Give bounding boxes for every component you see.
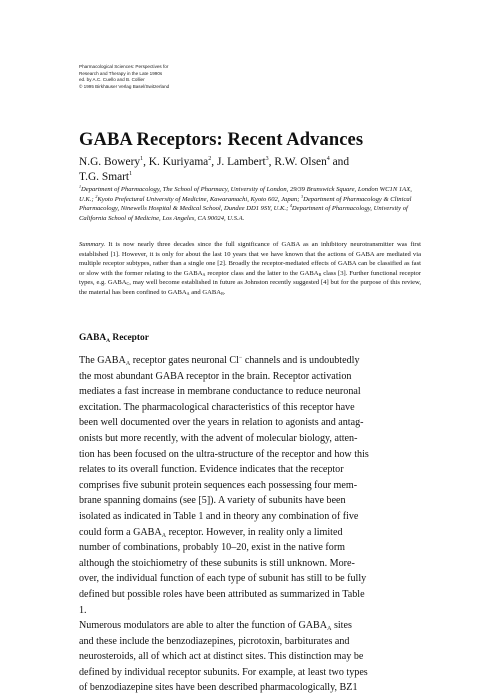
body-text-segment: excitation. The pharmacological characteristics of this receptor have bbox=[79, 401, 355, 413]
body-line bbox=[79, 525, 420, 541]
body-text-segment: sites bbox=[331, 620, 352, 632]
body-line bbox=[79, 493, 420, 509]
subscript: A bbox=[125, 361, 131, 367]
body-text-segment: mediates a fast increase in membrane conductance to reduce neuronal bbox=[79, 386, 361, 398]
body-text-segment: defined by individual receptor subunits. For example, at least two types bbox=[79, 666, 368, 678]
author-affiliation-mark: 1 bbox=[129, 170, 133, 177]
article-title: GABA Receptors: Recent Advances bbox=[79, 130, 364, 150]
body-line bbox=[79, 665, 420, 681]
body-text-segment: channels and is undoubtedly bbox=[242, 355, 360, 366]
affiliation-text: Kyoto Prefectural University of Medicine, Kawaramachi, Kyoto 602, Japan; bbox=[97, 195, 302, 203]
body-text-segment: of benzodiazepine sites have been described pharmacologically, BZ1 bbox=[79, 682, 358, 694]
body-line bbox=[79, 447, 420, 463]
body-line bbox=[79, 571, 420, 587]
subscript: A bbox=[202, 271, 206, 277]
summary-text: class [3]. Further functional receptor types, e.g. GABA bbox=[79, 269, 421, 287]
body-line bbox=[79, 556, 420, 572]
body-line bbox=[79, 353, 420, 369]
subscript: A bbox=[327, 626, 332, 633]
body-line bbox=[79, 618, 420, 634]
summary-label: Summary. bbox=[79, 241, 106, 248]
body-text-segment: relates to its overall function. Evidence indicates that the receptor bbox=[79, 464, 344, 476]
affiliation-mark: 2 bbox=[95, 193, 98, 199]
affiliation-text: Department of Pharmacology, The School of Pharmacy, University of London, 29/39 Brunswick Square, London WC1N 1AX, U.K.; bbox=[79, 186, 412, 203]
body-line bbox=[79, 680, 420, 696]
body-text-segment: Numerous modulators are able to alter the function of GABA bbox=[79, 620, 328, 632]
body-line bbox=[79, 400, 420, 416]
body-line bbox=[79, 369, 420, 385]
author-name: T.G. Smart bbox=[79, 170, 130, 183]
body-line bbox=[79, 603, 420, 619]
body-line bbox=[79, 540, 420, 556]
summary-text: receptor class and the latter to the GABA bbox=[205, 269, 319, 277]
body-text-segment: comprises five subunit protein sequences each possessing four mem- bbox=[79, 479, 358, 491]
affiliation-mark: 4 bbox=[289, 203, 292, 209]
body-text-segment: The GABA bbox=[79, 355, 126, 366]
body-line bbox=[79, 462, 420, 478]
body-text bbox=[79, 353, 420, 696]
author-list bbox=[79, 155, 419, 184]
subscript: A bbox=[186, 290, 190, 296]
author-name: K. Kuriyama bbox=[148, 156, 209, 168]
affiliation-mark: 1 bbox=[79, 184, 81, 189]
series-line: © 1995 Birkhäuser Verlag Basel/Switzerland bbox=[79, 83, 170, 89]
body-line bbox=[79, 478, 420, 494]
body-text-segment: brane spanning domains (see [5]). A variety of subunits have been bbox=[79, 495, 346, 507]
subscript: B bbox=[318, 271, 322, 277]
series-line: ed. by A.C. Cuello and B. Collier bbox=[79, 77, 145, 83]
author-separator: and bbox=[329, 156, 350, 168]
author-affiliation-mark: 2 bbox=[208, 156, 212, 162]
body-text-segment: number of combinations, probably 10–20, exist in the native form bbox=[79, 542, 346, 554]
subscript: C bbox=[126, 281, 130, 287]
author-name: R.W. Olsen bbox=[274, 156, 327, 168]
series-info bbox=[79, 64, 279, 90]
body-text-segment: receptor. However, in reality only a limited bbox=[166, 526, 343, 538]
author-name: J. Lambert bbox=[216, 156, 266, 168]
body-text-segment: could form a GABA bbox=[79, 526, 162, 538]
body-text-segment: although the stoichiometry of these subunits is still unknown. More- bbox=[79, 557, 355, 569]
body-text-segment: onists but more recently, with the advent of molecular biology, atten- bbox=[79, 432, 358, 444]
body-text-segment: and these include the benzodiazepines, picrotoxin, barbiturates and bbox=[79, 635, 350, 647]
body-line bbox=[79, 384, 420, 400]
body-text-segment: neurosteroids, all of which act at distinct sites. This distinction may be bbox=[79, 651, 364, 663]
author-affiliation-mark: 1 bbox=[140, 156, 144, 162]
author-affiliation-mark: 3 bbox=[265, 156, 269, 162]
body-text-segment: defined but possible roles have been attributed as summarized in Table bbox=[79, 588, 365, 600]
body-line bbox=[79, 509, 420, 525]
affiliation-text: Department of Pharmacology & Clinical Pharmacology, Ninewells Hospital & Medical School, Dundee DD1 9SY, U.K.; bbox=[79, 195, 412, 213]
affiliation-text: Department of Pharmacology, University of California School of Medicine, Los Angeles, CA 90024, U.S.A. bbox=[79, 205, 408, 222]
superscript: − bbox=[238, 355, 243, 361]
summary-text: , may well become established in future as Johnston recently suggested [4] but for the purpose of this review, the material has been confined to GABA bbox=[79, 279, 421, 296]
subscript: A bbox=[161, 532, 167, 539]
author-separator: , bbox=[268, 156, 275, 168]
section-heading-text: GABA bbox=[79, 333, 107, 343]
body-text-segment: receptor gates neuronal Cl bbox=[130, 355, 239, 366]
summary-text: It is now nearly three decades since the full significance of GABA as an inhibitory neurotransmitter was first established [1]. However, it is only for about the last 10 years that we have known that the actions of GABA are mediated via multiple receptor subtypes, rather than a single one [2]. Broadly the receptor-mediated effects of GABA can be classified as fast or slow with the former relating to the GABA bbox=[79, 241, 421, 277]
author-name: N.G. Bowery bbox=[79, 156, 141, 168]
author-affiliation-mark: 4 bbox=[326, 156, 330, 162]
section-heading-text: Receptor bbox=[110, 333, 149, 343]
author-separator: , bbox=[211, 156, 217, 168]
subscript: A bbox=[106, 338, 111, 344]
body-text-segment: isolated as indicated in Table 1 and in theory any combination of five bbox=[79, 510, 359, 522]
body-line bbox=[79, 415, 420, 431]
series-line: Research and Therapy in the Late 1990s bbox=[79, 70, 163, 76]
summary-text: . bbox=[223, 288, 226, 296]
section-heading bbox=[79, 332, 149, 344]
body-line bbox=[79, 587, 420, 603]
author-separator: , bbox=[143, 156, 149, 168]
subscript: B bbox=[221, 290, 224, 296]
body-line bbox=[79, 431, 420, 447]
affiliations bbox=[79, 185, 419, 223]
summary-paragraph bbox=[79, 240, 421, 298]
body-text-segment: been well documented over the years in relation to agonists and antag- bbox=[79, 417, 364, 429]
body-text-segment: over, the individual function of each type of subunit has still to be fully bbox=[79, 573, 367, 585]
summary-text: and GABA bbox=[189, 288, 222, 296]
body-line bbox=[79, 649, 420, 665]
body-text-segment: the most abundant GABA receptor in the brain. Receptor activation bbox=[79, 370, 352, 382]
series-line: Pharmacological Sciences: Perspectives for bbox=[79, 64, 169, 69]
affiliation-mark: 3 bbox=[301, 193, 304, 199]
body-text-segment: 1. bbox=[79, 604, 87, 616]
body-text-segment: tion has been focused on the ultra-structure of the receptor and how this bbox=[79, 448, 369, 460]
body-line bbox=[79, 634, 420, 650]
